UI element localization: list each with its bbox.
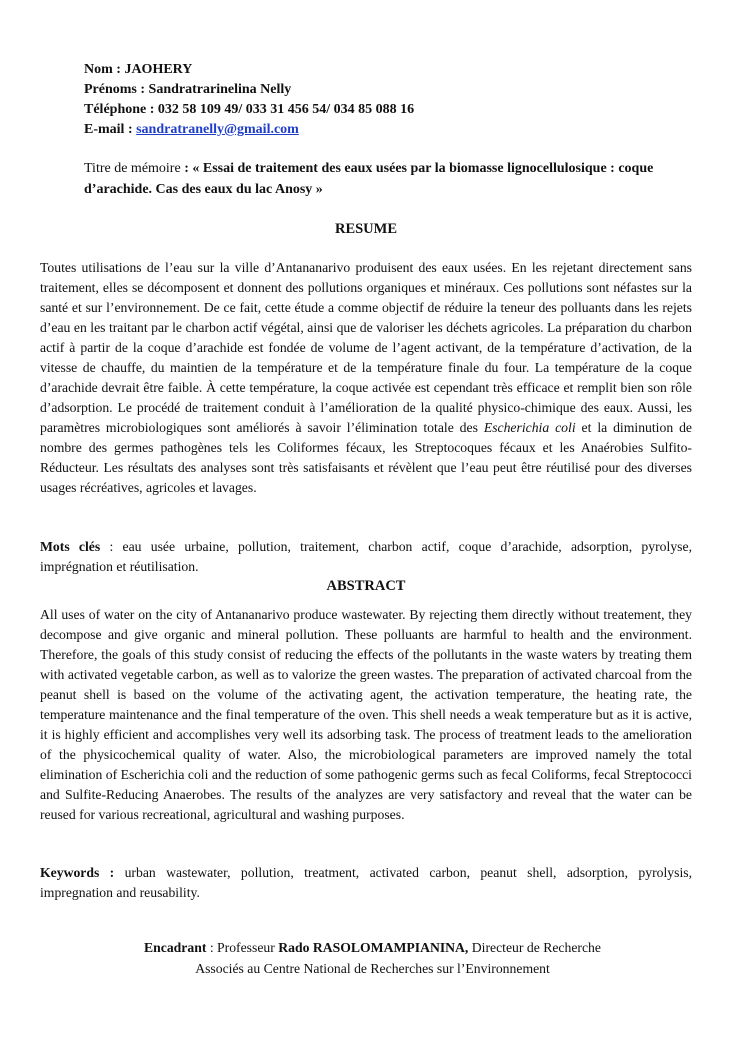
resume-italic-species: Escherichia coli: [483, 420, 576, 435]
telephone-label: Téléphone :: [84, 102, 158, 117]
email-link[interactable]: sandratranelly@gmail.com: [136, 122, 299, 137]
keywords-text: urban wastewater, pollution, treatment, activated carbon, peanut shell, adsorption, pyrolysis, impregnation and reusability.: [40, 865, 692, 900]
keywords-label: Keywords :: [40, 865, 115, 880]
supervisor-line-2: Associés au Centre National de Recherches sur l’Environnement: [195, 961, 550, 976]
author-name-line: [84, 60, 704, 80]
abstract-paragraph: All uses of water on the city of Antananarivo produce wastewater. By rejecting them directly without treatement, they decompose and give organic and mineral pollution. These polluants are harmful to health and the environment. Therefore, the goals of this study consist of reducing the effects of the pollutants in the waste waters by treating them with activated vegetable carbon, as well as to valorize the green wastes. The preparation of activated charcoal from the peanut shell is based on the volume of the activating agent, the activation temperature, the heating rate, the temperature maintenance and the final temperature of the oven. This shell needs a weak temperature but as it is active, it is highly efficient and accomplishes very well its adsorbing task. The process of treatment leads to the amelioration of the physicochemical quality of water. Also, the microbiological parameters are improved namely the total elimination of Escherichia coli and the reduction of some pathogenic germs such as fecal Coliforms, fecal Streptococci and Sulfite-Reducing Anaerobes. The results of the analyzes are very satisfactory and reveal that the water can be reused for various recreational, agricultural and washing purposes.: [40, 607, 692, 822]
encadrant-label: Encadrant: [144, 940, 207, 955]
resume-heading: RESUME: [334, 221, 398, 237]
author-firstname-line: [84, 80, 704, 100]
nom-label: Nom :: [84, 62, 125, 77]
mots-cles-label: Mots clés: [40, 539, 101, 554]
resume-keywords: [40, 537, 692, 577]
resume-text-part-2: et la diminution de nombre des germes pathogènes tels les Coliformes fécaux, les Streptocoques fécaux et les Anaérobies Sulfito-Réducteur. Les résultats des analyses sont très satisfaisants et révèlent que l’eau peut être réutilisé pour des diverses usages récréatives, agricoles et lavages.: [40, 420, 692, 495]
resume-paragraph: [40, 258, 692, 498]
resume-text-part-1: Toutes utilisations de l’eau sur la ville d’Antananarivo produisent des eaux usées. En les rejetant directement sans traitement, elles se décomposent et donnent des pollutions organiques et minéraux. Ces pollutions sont néfastes sur la santé et sur l’environnement. De ce fait, cette étude a comme objectif de réduire la teneur des polluants dans les rejets d’eau en les traitant par le charbon actif végétal, ainsi que de valoriser les déchets agricoles. La préparation du charbon actif à partir de la coque d’arachide est fondée de volume de l’agent activant, de la température d’activation, de la vitesse de chauffe, du maintien de la température et de la température finale du four. La température de la coque d’arachide devrait être faible. À cette température, la coque activée est cependant très efficace et remplit bien son rôle d’adsorption. Le procédé de traitement conduit à l’amélioration de la qualité physico-chimique des eaux. Aussi, les paramètres microbiologiques sont améliorés à savoir l’élimination totale des: [40, 260, 692, 435]
encadrant-role: Directeur de Recherche: [468, 940, 601, 955]
telephone-value: 032 58 109 49/ 033 31 456 54/ 034 85 088 16: [157, 102, 415, 117]
author-info: [84, 60, 704, 140]
encadrant-name: Rado RASOLOMAMPIANINA,: [278, 940, 469, 955]
prenoms-value: Sandratrarinelina Nelly: [148, 82, 292, 97]
memoire-title-label: Titre de mémoire: [84, 161, 181, 176]
author-email-line: [84, 120, 704, 140]
memoire-title-text: : « Essai de traitement des eaux usées par la biomasse lignocellulosique : coque d’arachide. Cas des eaux du lac Anosy »: [84, 161, 654, 197]
supervisor-line-1: [40, 937, 705, 958]
memoire-title: [84, 158, 692, 200]
supervisor-block: [40, 937, 705, 979]
abstract-heading: ABSTRACT: [326, 578, 406, 594]
nom-value: JAOHERY: [124, 62, 193, 77]
prenoms-label: Prénoms :: [84, 82, 149, 97]
author-phone-line: [84, 100, 704, 120]
encadrant-title: : Professeur: [206, 940, 279, 955]
mots-cles-text: : eau usée urbaine, pollution, traitement, charbon actif, coque d’arachide, adsorption, pyrolyse, imprégnation et réutilisation.: [40, 539, 692, 574]
abstract-keywords: [40, 863, 692, 903]
email-label: E-mail :: [84, 122, 137, 137]
